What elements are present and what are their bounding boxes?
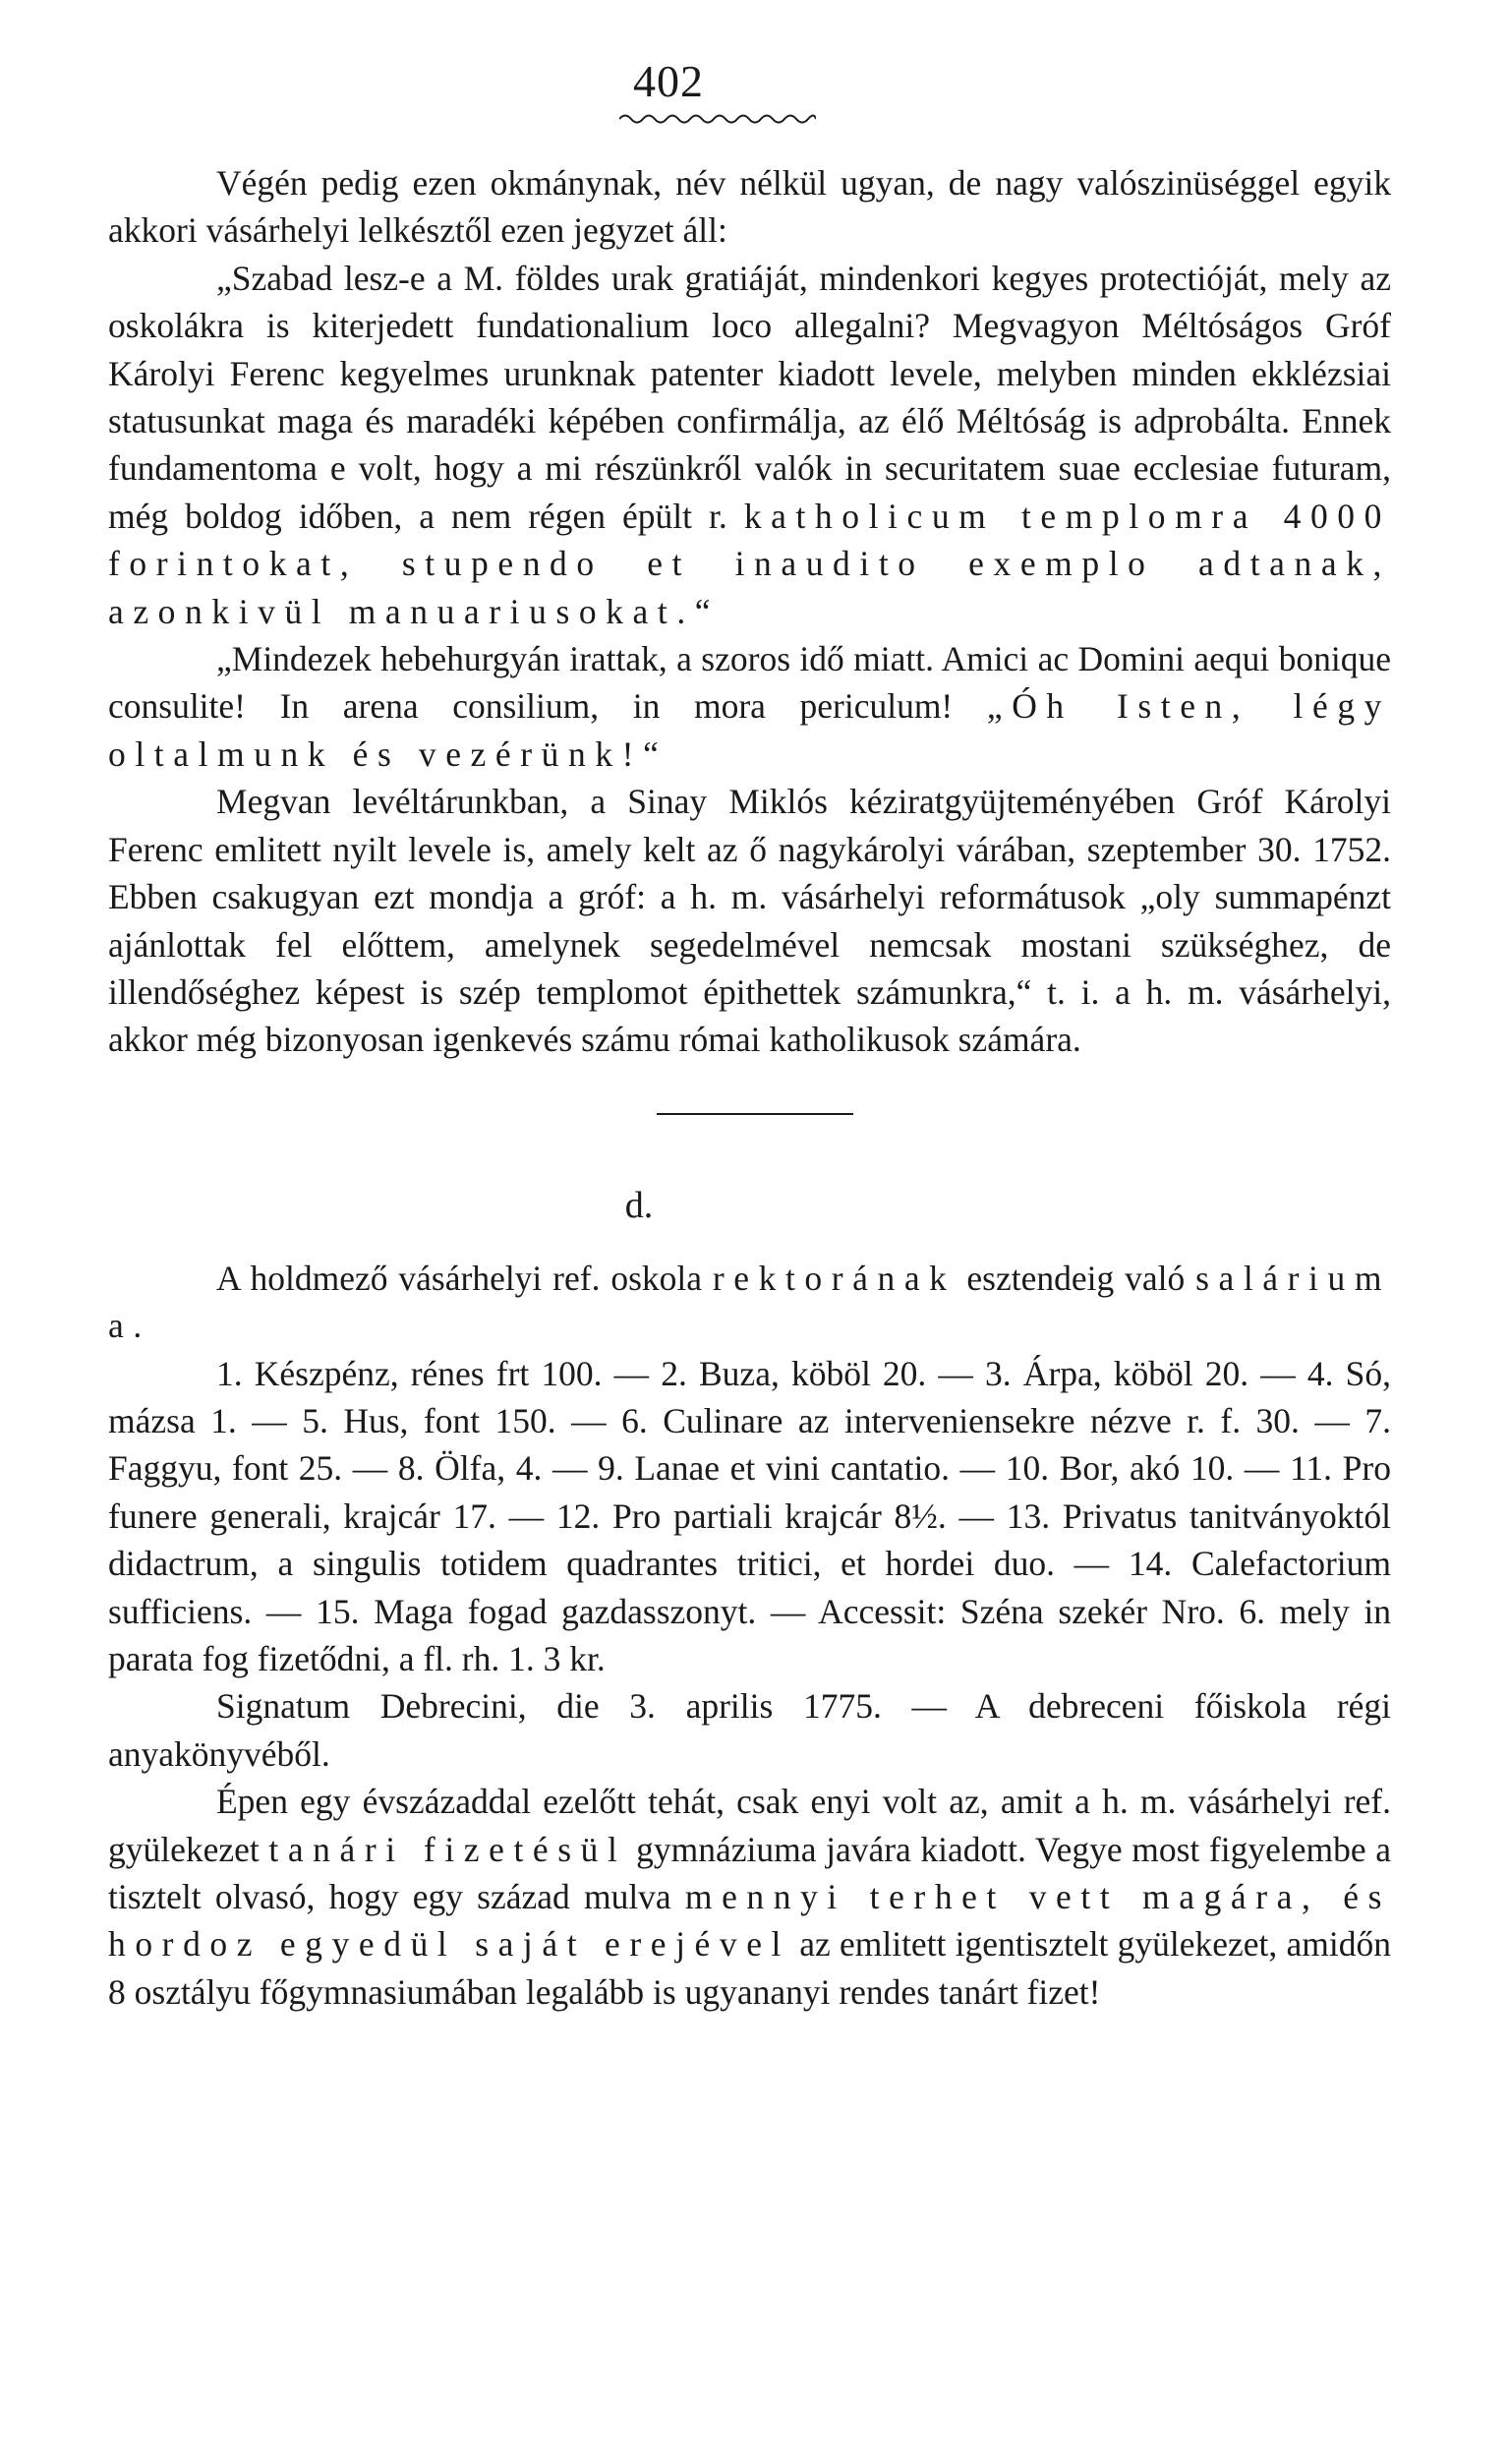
paragraph-leveltar: Megvan levéltárunkban, a Sinay Miklós kéziratgyüjteményében Gróf Károlyi Ferenc emlitett nyilt levele is, amely kelt az ő nagykárolyi várában, szeptember 30. 1752. Ebben csakugyan ezt mondja a gróf: a h. m. vásárhelyi reformátusok „oly summapénzt ajánlottak fel előttem, amelynek segedelmével nemcsak mostani szükséghez, de illendőséghez képest is szép templomot épithettek számunkra,“ t. i. a h. m. vásárhelyi, akkor még bizonyosan igenkevés számu római katholikusok számára.: [108, 782, 1391, 1060]
section-divider: [657, 1113, 853, 1115]
spaced-emphasis: katholicum templomra 4000 forintokat, stupendo et inaudito exemplo adtanak, azonkivül manuariusokat.: [108, 496, 1391, 631]
closing-text-3: az emlitett igentisztelt gyülekezet, amidőn 8 osztályu főgymnasiumában legalább is ugyananyi rendes tanárt fizet!: [108, 1924, 1391, 2012]
closing-paragraph: [108, 1778, 1391, 2016]
heading-text-1: A holdmező vásárhelyi ref. oskola: [216, 1258, 713, 1298]
closing-spaced-2: mennyi terhet vett magára, és hordoz egyedül saját erejével: [108, 1877, 1391, 1965]
spaced-invocation: „Óh Isten, légy oltalmunk és vezérünk!: [108, 686, 1391, 774]
section-heading-d: d.: [624, 1184, 654, 1226]
heading-spaced-salariuma: salárium a.: [108, 1258, 1392, 1346]
mindezek-text: „Mindezek hebehurgyán irattak, a szoros idő miatt. Amici ac Domini aequi bonique consulite! In arena consilium, in mora periculum!: [108, 639, 1391, 727]
salary-items: 1. Készpénz, rénes frt 100. — 2. Buza, köböl 20. — 3. Árpa, köböl 20. — 4. Só, mázsa 1. — 5. Hus, font 150. — 6. Culinare az interveniensekre nézve r. f. 30. — 7. Faggyu, font 25. — 8. Ölfa, 4. — 9. Lanae et vini cantatio. — 10. Bor, akó 10. — 11. Pro funere generali, krajcár 17. — 12. Pro partiali krajcár 8½. — 13. Privatus tanitványoktól didactrum, a singulis totidem quadrantes tritici, et hordei duo. — 14. Calefactorium sufficiens. — 15. Maga fogad gazdasszonyt. — Accessit: Széna szekér Nro. 6. mely in parata fog fizetődni, a fl. rh. 1. 3 kr.: [108, 1353, 1391, 1678]
paragraph-quote: [108, 255, 1391, 635]
quote-text: „Szabad lesz-e a M. földes urak gratiáját, mindenkori kegyes protectióját, mely az oskolákra is kiterjedett fundationalium loco allegalni? Megvagyon Méltóságos Gróf Károlyi Ferenc kegyelmes urunknak patenter kiadott levele, melyben minden ekklézsiai statusunkat maga és maradéki képében confirmálja, az élő Méltóság is adprobálta. Ennek fundamentoma e volt, hogy a mi részünkről valók in securitatem suae ecclesiae futuram, még boldog időben, a nem régen épült r.: [108, 258, 1391, 536]
closing-quote-mark-2: “: [643, 733, 659, 774]
wavy-ornament-icon: [619, 111, 816, 127]
paragraph-intro: Végén pedig ezen okmánynak, név nélkül ugyan, de nagy valószinüséggel egyik akkori vásárhelyi lelkésztől ezen jegyzet áll:: [108, 163, 1391, 251]
closing-text-1: Épen egy évszázaddal ezelőtt tehát, csak enyi volt az, amit a h. m. vásárhelyi ref. gyülekezet: [108, 1782, 1391, 1869]
closing-spaced-1: tanári fizetésül: [268, 1829, 627, 1869]
signatum-paragraph: Signatum Debrecini, die 3. aprilis 1775. — A debreceni főiskola régi anyakönyvéből.: [108, 1686, 1391, 1774]
heading-spaced-rektoranak: rektorának: [712, 1258, 957, 1298]
closing-text-2: gymnáziuma javára kiadott. Vegye most figyelembe a tisztelt olvasó, hogy egy század mulva: [108, 1829, 1391, 1916]
page-number: 402: [633, 56, 704, 106]
closing-quote-mark: “: [694, 591, 711, 631]
main-text: [108, 159, 1391, 1064]
salary-heading: [108, 1255, 1391, 1350]
paragraph-mindezek: [108, 635, 1391, 778]
book-page: [108, 54, 1391, 2016]
salary-section: [108, 1255, 1391, 2017]
heading-text-2: esztendeig való: [956, 1258, 1196, 1298]
